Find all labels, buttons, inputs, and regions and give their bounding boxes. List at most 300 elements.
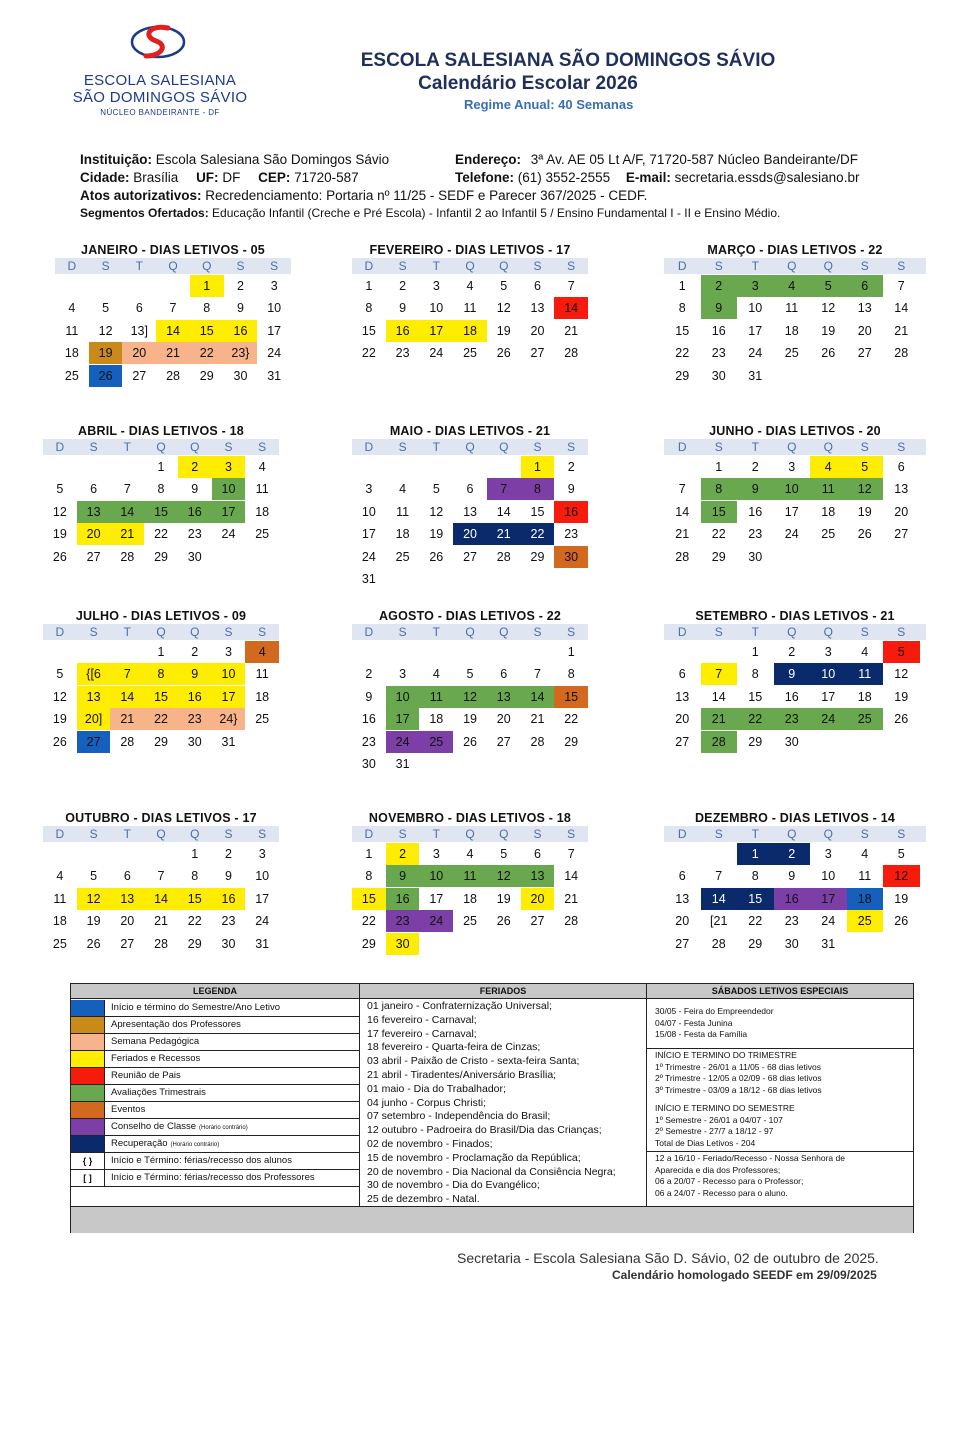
day-cell: 1 xyxy=(157,644,165,659)
day-cell: 19 xyxy=(86,914,101,928)
weekday-label: S xyxy=(236,259,245,273)
day-cell: 30 xyxy=(784,734,799,749)
recesso-item: 06 a 20/07 - Recesso para o Professor; xyxy=(655,1176,804,1186)
day-cell: 22 xyxy=(361,914,376,928)
day-cell: 18 xyxy=(255,504,270,519)
day-cell: 26 xyxy=(894,914,909,928)
day-cell: 24 xyxy=(429,346,444,360)
legend-swatch xyxy=(71,1051,105,1067)
day-cell: 14 xyxy=(521,686,555,708)
day-cell: 22 xyxy=(737,708,774,730)
weekday-label: S xyxy=(258,827,267,841)
day-cell: 9 xyxy=(365,689,373,704)
day-cell xyxy=(386,456,420,478)
week-row xyxy=(43,685,279,708)
day-cell: 15 xyxy=(530,504,545,519)
legend-note: (Horário contrário) xyxy=(170,1142,220,1148)
day-cell: 23 xyxy=(564,527,579,541)
day-cell: 19 xyxy=(496,323,511,338)
week-row xyxy=(664,342,926,365)
day-cell xyxy=(453,933,487,955)
weekday-label: Q xyxy=(465,827,475,841)
weekday-label: Q xyxy=(823,625,833,639)
day-cell: 25 xyxy=(255,527,270,541)
day-cell: 31 xyxy=(821,936,836,951)
day-cell: 26 xyxy=(496,346,511,360)
month-calendar xyxy=(664,608,926,753)
day-cell: 9 xyxy=(191,482,199,496)
weekday-label: S xyxy=(533,440,542,454)
day-cell: 20 xyxy=(496,712,511,726)
day-cell xyxy=(144,843,178,865)
weekday-label: S xyxy=(860,440,869,454)
day-cell: 26 xyxy=(52,549,67,564)
day-cell: 19 xyxy=(821,323,836,338)
day-cell: 28 xyxy=(711,936,726,951)
day-cell: 13] xyxy=(130,323,148,338)
day-cell: 25 xyxy=(419,731,453,753)
legend-label-wrap xyxy=(111,1068,184,1085)
day-cell: 27 xyxy=(496,734,511,749)
legend-note: (Horário contrário) xyxy=(199,1125,248,1131)
school-title: ESCOLA SALESIANA SÃO DOMINGOS SÁVIO xyxy=(360,50,776,71)
day-cell: 25 xyxy=(395,549,410,564)
day-cell xyxy=(419,753,453,775)
week-row xyxy=(43,545,279,568)
day-cell xyxy=(554,933,588,955)
day-cell: 30 xyxy=(554,546,588,568)
day-cell: 31 xyxy=(221,734,236,749)
day-cell: 1 xyxy=(365,846,373,861)
day-cell: 6 xyxy=(123,869,131,883)
day-cell: 9 xyxy=(567,482,575,496)
week-row xyxy=(664,364,926,387)
week-row xyxy=(352,887,588,910)
day-cell: 22 xyxy=(190,342,224,364)
day-cell: 19 xyxy=(857,504,872,519)
day-cell xyxy=(89,275,123,297)
day-cell: 17 xyxy=(386,708,420,730)
feriado-item: 25 de dezembro - Natal. xyxy=(367,1193,480,1206)
weekday-label: D xyxy=(364,259,374,273)
day-cell: 30 xyxy=(187,549,202,564)
day-cell: 23 xyxy=(774,708,811,730)
day-cell: 24 xyxy=(267,346,282,360)
day-cell: 21 xyxy=(110,523,144,545)
day-cell: 13 xyxy=(857,301,872,315)
week-row xyxy=(352,545,588,568)
month-calendar xyxy=(352,810,588,955)
day-cell: 28 xyxy=(120,549,135,564)
legend-label: Início e Término: férias/recesso dos alunos xyxy=(111,1155,292,1166)
day-cell: 23 xyxy=(748,527,763,541)
weekday-label: D xyxy=(364,440,374,454)
month-title: SETEMBRO - DIAS LETIVOS - 21 xyxy=(695,609,895,623)
legend-item xyxy=(71,1034,359,1051)
weekday-label: T xyxy=(123,827,131,841)
info-endereco xyxy=(455,152,858,167)
day-cell: 12 xyxy=(453,686,487,708)
day-cell: 30 xyxy=(187,734,202,749)
day-cell: 27 xyxy=(675,936,690,951)
day-cell: 23 xyxy=(395,346,410,360)
day-cell: 11 xyxy=(785,301,799,315)
day-cell: 15 xyxy=(361,323,376,338)
week-row xyxy=(43,455,279,478)
month-title: JULHO - DIAS LETIVOS - 09 xyxy=(75,609,247,623)
weekday-header xyxy=(664,439,926,455)
day-cell: 15 xyxy=(701,501,738,523)
day-cell: 13 xyxy=(77,686,111,708)
day-cell: 20 xyxy=(894,504,909,519)
day-cell: [21 xyxy=(710,914,728,928)
day-cell: 5 xyxy=(500,278,508,293)
day-cell: 24 xyxy=(748,346,763,360)
day-cell: 22 xyxy=(154,527,168,541)
day-cell xyxy=(487,456,521,478)
week-row xyxy=(55,364,291,387)
month-calendar xyxy=(352,423,588,590)
week-row xyxy=(664,663,926,686)
month-title: OUTUBRO - DIAS LETIVOS - 17 xyxy=(65,811,257,825)
day-cell: 15 xyxy=(144,686,178,708)
weekday-label: S xyxy=(897,827,906,841)
weekday-label: Q xyxy=(823,440,833,454)
weekday-label: Q xyxy=(465,440,475,454)
day-cell: 2 xyxy=(236,278,244,293)
cep-label: CEP: xyxy=(258,170,291,185)
day-cell: 1 xyxy=(751,644,759,659)
weekday-header xyxy=(55,258,291,274)
day-cell: 9 xyxy=(224,869,232,883)
feriado-item: 16 fevereiro - Carnaval; xyxy=(367,1013,477,1026)
weekday-label: S xyxy=(101,259,110,273)
day-cell: 3 xyxy=(399,667,407,681)
day-cell: 18 xyxy=(463,891,477,906)
week-row xyxy=(43,932,279,955)
feriado-item: 12 outubro - Padroeira do Brasil/Dia das Crianças; xyxy=(367,1124,602,1137)
sabados-header: SÁBADOS LETIVOS ESPECIAIS xyxy=(647,984,913,999)
day-cell: 1 xyxy=(567,644,575,659)
day-cell: 12 xyxy=(98,323,113,338)
day-cell: 16 xyxy=(784,689,799,704)
legend-label-wrap xyxy=(111,1136,219,1153)
week-row xyxy=(352,478,588,501)
week-row xyxy=(43,640,279,663)
telefone-label: Telefone: xyxy=(455,170,515,185)
day-cell: 16 xyxy=(554,501,588,523)
day-cell: 2 xyxy=(191,644,199,659)
legend-item xyxy=(71,1136,359,1153)
day-cell: 23 xyxy=(711,346,726,360)
week-row xyxy=(664,274,926,297)
legend-label: Recuperação xyxy=(111,1138,168,1149)
day-cell: 11 xyxy=(847,663,884,685)
day-cell: 20 xyxy=(77,523,111,545)
month-calendar xyxy=(43,810,279,955)
day-cell xyxy=(386,641,420,663)
sabados-eventos xyxy=(655,1006,774,1041)
legend-swatch: { } xyxy=(71,1153,105,1169)
day-cell xyxy=(55,275,89,297)
day-cell: 7 xyxy=(567,846,575,861)
day-cell: 24 xyxy=(361,549,376,564)
day-cell: 19 xyxy=(429,527,444,541)
cidade-value: Brasília xyxy=(133,170,179,185)
legend-swatch xyxy=(71,1068,105,1084)
legend-item xyxy=(71,1170,359,1187)
day-cell: 3 xyxy=(212,456,246,478)
weekday-label: T xyxy=(123,625,131,639)
legend-label-wrap xyxy=(111,1034,202,1051)
weekday-label: S xyxy=(224,440,233,454)
day-cell xyxy=(847,731,884,753)
day-cell: 4 xyxy=(258,459,266,474)
day-cell: 5 xyxy=(56,667,64,681)
day-cell: 7 xyxy=(487,478,521,500)
month-title: MAIO - DIAS LETIVOS - 21 xyxy=(389,424,551,438)
day-cell: 3 xyxy=(824,644,832,659)
week-row xyxy=(55,274,291,297)
day-cell: 14 xyxy=(675,504,690,519)
day-cell: 27 xyxy=(857,346,872,360)
recesso-item: Aparecida e dia dos Professores; xyxy=(655,1164,781,1175)
day-cell: 25 xyxy=(847,910,884,932)
day-cell xyxy=(352,456,386,478)
day-cell: 28 xyxy=(564,914,579,928)
day-cell: 12 xyxy=(894,667,909,681)
cep-value: 71720-587 xyxy=(294,170,359,185)
legend-label-wrap xyxy=(111,1170,318,1187)
weekday-label: Q xyxy=(787,440,797,454)
day-cell: 10 xyxy=(821,869,836,883)
legend-swatch xyxy=(71,1119,105,1135)
weekday-label: T xyxy=(751,625,759,639)
weekday-label: S xyxy=(398,259,407,273)
day-cell: 28 xyxy=(154,936,168,951)
weekday-label: S xyxy=(258,625,267,639)
week-row xyxy=(352,865,588,888)
day-cell xyxy=(847,933,884,955)
day-cell: 18 xyxy=(847,888,884,910)
info-atos xyxy=(80,188,647,203)
weekday-label: S xyxy=(398,440,407,454)
weekday-label: S xyxy=(897,625,906,639)
day-cell: 21 xyxy=(487,523,521,545)
week-row xyxy=(55,319,291,342)
month-calendar xyxy=(55,242,291,387)
weekday-label: Q xyxy=(156,625,166,639)
weekday-label: S xyxy=(224,827,233,841)
day-cell: 30 xyxy=(233,368,248,383)
week-row xyxy=(664,523,926,546)
legend-label: Feriados e Recessos xyxy=(111,1053,201,1064)
weekday-label: D xyxy=(364,625,374,639)
week-row xyxy=(664,708,926,731)
day-cell: 25 xyxy=(64,368,79,383)
weekday-label: Q xyxy=(168,259,178,273)
day-cell: 22 xyxy=(675,346,690,360)
day-cell: 24 xyxy=(810,708,847,730)
day-cell: 12 xyxy=(77,888,111,910)
day-cell: 2 xyxy=(774,843,811,865)
day-cell: 29 xyxy=(748,936,763,951)
month-title: MARÇO - DIAS LETIVOS - 22 xyxy=(707,243,883,257)
weekday-label: Q xyxy=(499,827,509,841)
feriado-item: 30 de novembro - Dia do Evangélico; xyxy=(367,1179,540,1192)
week-row xyxy=(664,545,926,568)
day-cell: 10 xyxy=(774,478,811,500)
week-row xyxy=(352,297,588,320)
day-cell: 6 xyxy=(897,459,905,474)
weekday-header xyxy=(43,826,279,842)
day-cell: 10 xyxy=(361,504,376,519)
day-cell: 12 xyxy=(821,301,836,315)
day-cell xyxy=(453,641,487,663)
trimestre-item: 1º Trimestre - 26/01 a 11/05 - 68 dias letivos xyxy=(655,1061,821,1072)
weekday-header xyxy=(43,439,279,455)
day-cell: 2 xyxy=(751,459,759,474)
day-cell: 14 xyxy=(110,501,144,523)
day-cell: 2 xyxy=(224,846,232,861)
day-cell: 15 xyxy=(178,888,212,910)
weekday-label: S xyxy=(89,827,98,841)
feriado-item: 20 de novembro - Dia Nacional da Consiência Negra; xyxy=(367,1165,616,1178)
regime-subtitle: Regime Anual: 40 Semanas xyxy=(464,97,634,112)
day-cell: 12 xyxy=(496,301,511,315)
day-cell: 4 xyxy=(810,456,847,478)
day-cell: 22 xyxy=(748,914,763,928)
legend-label-wrap xyxy=(111,1119,248,1136)
week-row xyxy=(664,865,926,888)
day-cell: 5 xyxy=(883,641,920,663)
day-cell: 30 xyxy=(386,933,420,955)
day-cell xyxy=(664,843,701,865)
weekday-label: S xyxy=(398,625,407,639)
day-cell: 23} xyxy=(224,342,258,364)
day-cell: 2 xyxy=(567,459,575,474)
info-line-1 xyxy=(80,152,389,167)
legend-item xyxy=(71,1068,359,1085)
day-cell xyxy=(77,843,111,865)
day-cell: 20 xyxy=(120,914,135,928)
weekday-label: D xyxy=(55,440,65,454)
recesso-item: 06 a 24/07 - Recesso para o aluno. xyxy=(655,1187,788,1198)
legend-item xyxy=(71,1051,359,1068)
day-cell: 29 xyxy=(748,734,763,749)
day-cell: 29 xyxy=(530,549,545,564)
day-cell: 14 xyxy=(496,504,511,519)
trimestre-info xyxy=(655,1050,822,1096)
trimestre-item: INÍCIO E TERMINO DO TRIMESTRE xyxy=(655,1050,797,1060)
weekday-label: S xyxy=(897,259,906,273)
endereco-label: Endereço: xyxy=(455,152,522,167)
uf-value: DF xyxy=(222,170,241,185)
day-cell: 18 xyxy=(857,689,872,704)
legend-label-wrap xyxy=(111,1153,295,1170)
day-cell: 27 xyxy=(675,734,690,749)
week-row xyxy=(43,708,279,731)
day-cell: 6 xyxy=(678,667,686,681)
day-cell: 10 xyxy=(748,301,763,315)
day-cell: 24 xyxy=(784,527,799,541)
week-row xyxy=(43,523,279,546)
day-cell: 12 xyxy=(883,865,920,887)
week-row xyxy=(352,500,588,523)
day-cell: 5 xyxy=(847,456,884,478)
day-cell: 29 xyxy=(675,368,690,383)
day-cell xyxy=(521,641,555,663)
calendar-title: Calendário Escolar 2026 xyxy=(418,73,638,94)
day-cell: 11 xyxy=(53,891,67,906)
weekday-header xyxy=(352,624,588,640)
day-cell: 8 xyxy=(365,869,373,883)
weekday-header xyxy=(352,826,588,842)
semestre-item: Total de Dias Letivos - 204 xyxy=(655,1137,756,1148)
day-cell xyxy=(453,456,487,478)
day-cell: 27 xyxy=(120,936,135,951)
day-cell: 15 xyxy=(352,888,386,910)
day-cell: 6 xyxy=(90,482,98,496)
day-cell: 22 xyxy=(521,523,555,545)
day-cell: 20 xyxy=(521,888,555,910)
day-cell xyxy=(883,365,920,387)
day-cell: 9 xyxy=(236,301,244,315)
day-cell: 27 xyxy=(894,527,909,541)
month-title: AGOSTO - DIAS LETIVOS - 22 xyxy=(378,609,562,623)
week-row xyxy=(352,568,588,591)
day-cell: 4 xyxy=(432,667,440,681)
day-cell: 16 xyxy=(178,686,212,708)
weekday-label: T xyxy=(432,827,440,841)
feriado-item: 04 junho - Corpus Christi; xyxy=(367,1096,487,1109)
day-cell: 10 xyxy=(212,663,246,685)
weekday-label: S xyxy=(567,827,576,841)
day-cell: 3 xyxy=(432,846,440,861)
legend-label: Apresentação dos Professores xyxy=(111,1019,241,1030)
legend-swatch xyxy=(71,1136,105,1152)
day-cell: 11 xyxy=(255,482,269,496)
day-cell: 16 xyxy=(386,888,420,910)
weekday-label: Q xyxy=(465,625,475,639)
day-cell: 25 xyxy=(463,914,477,928)
weekday-label: S xyxy=(567,440,576,454)
day-cell xyxy=(883,731,920,753)
day-cell xyxy=(419,641,453,663)
day-cell: 28 xyxy=(166,368,180,383)
day-cell: 8 xyxy=(678,301,686,315)
month-title: JANEIRO - DIAS LETIVOS - 05 xyxy=(81,243,265,257)
weekday-label: S xyxy=(89,625,98,639)
legend-label: Início e término do Semestre/Ano Letivo xyxy=(111,1002,280,1013)
day-cell: 11 xyxy=(396,504,410,519)
day-cell xyxy=(352,641,386,663)
day-cell: 13 xyxy=(110,888,144,910)
day-cell: 3 xyxy=(270,278,278,293)
day-cell: 8 xyxy=(191,869,199,883)
weekday-header xyxy=(664,826,926,842)
weekday-label: T xyxy=(432,625,440,639)
telefone-value: (61) 3552-2555 xyxy=(517,170,611,185)
month-calendar xyxy=(43,423,279,568)
logo-line-3: NÚCLEO BANDEIRANTE - DF xyxy=(100,108,220,117)
sabado-item: 30/05 - Feira do Empreendedor xyxy=(655,1006,774,1016)
weekday-label: S xyxy=(398,827,407,841)
weekday-label: Q xyxy=(190,625,200,639)
week-row xyxy=(352,342,588,365)
day-cell: 6 xyxy=(847,275,884,297)
legend-label-wrap xyxy=(111,1017,244,1034)
